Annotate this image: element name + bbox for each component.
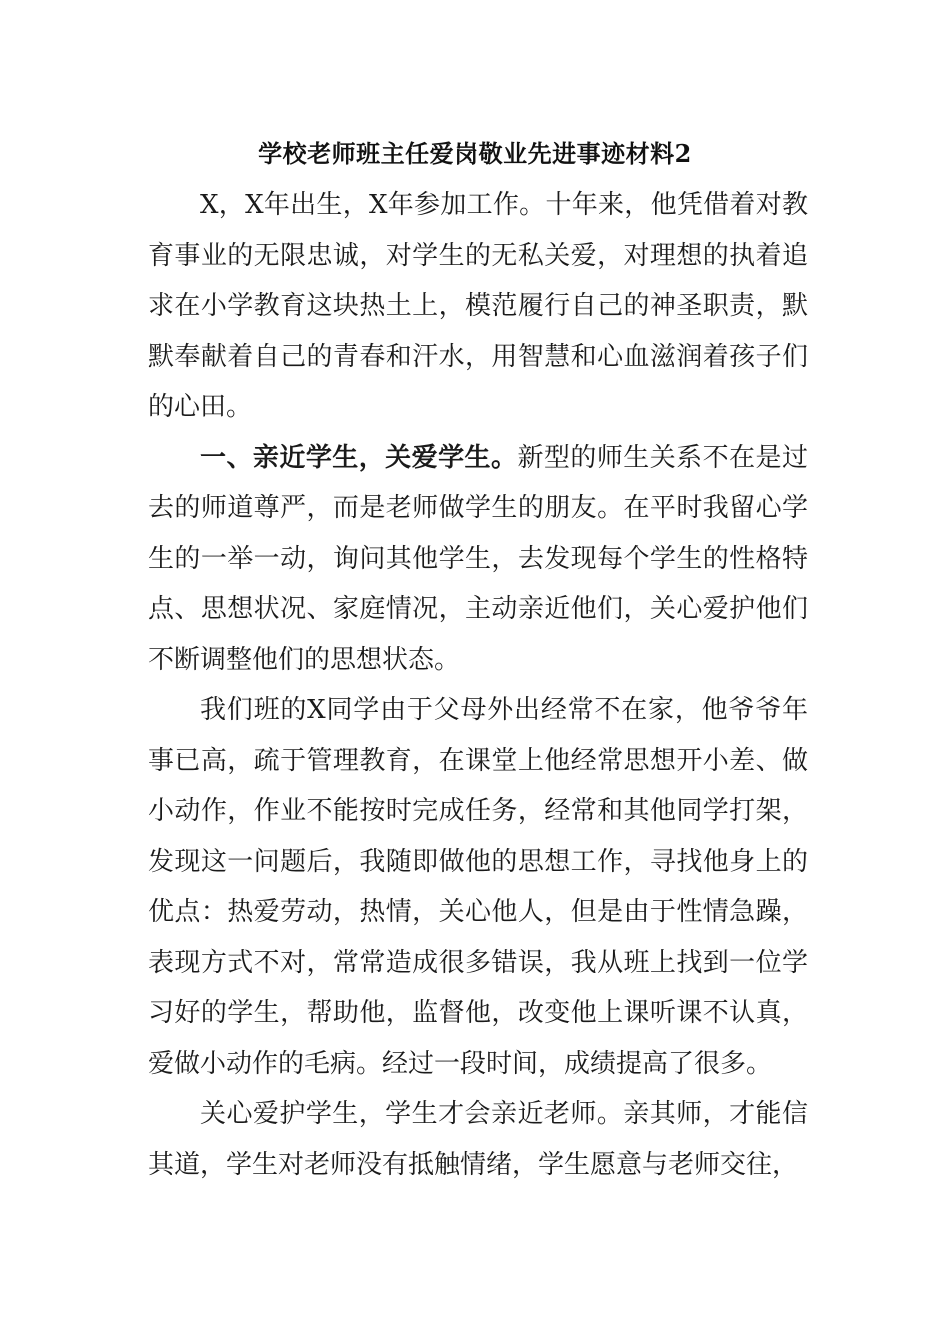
document-body	[148, 180, 808, 1190]
document-title: 学校老师班主任爱岗敬业先进事迹材料2	[258, 139, 692, 168]
section-heading: 一、亲近学生，关爱学生。	[200, 442, 518, 473]
paragraph-text: 关心爱护学生，学生才会亲近老师。亲其师，才能信其道，学生对老师没有抵触情绪，学生愿意与老师交往，	[148, 1099, 808, 1180]
paragraph-text: 新型的师生关系不在是过去的师道尊严，而是老师做学生的朋友。在平时我留心学生的一举一动，询问其他学生，去发现每个学生的性格特点、思想状况、家庭情况，主动亲近他们，关心爱护他们不断调整他们的思想状态。	[148, 442, 808, 675]
paragraph-text: 我们班的X同学由于父母外出经常不在家，他爷爷年事已高，疏于管理教育，在课堂上他经常思想开小差、做小动作，作业不能按时完成任务，经常和其他同学打架，发现这一问题后，我随即做他的思想工作，寻找他身上的优点：热爱劳动，热情，关心他人，但是由于性情急躁，表现方式不对，常常造成很多错误，我从班上找到一位学习好的学生，帮助他，监督他，改变他上课听课不认真，爱做小动作的毛病。经过一段时间，成绩提高了很多。	[148, 695, 808, 1079]
paragraph-section-one	[148, 433, 808, 686]
paragraph-example	[148, 685, 808, 1089]
paragraph-care	[148, 1089, 808, 1190]
paragraph-intro	[148, 180, 808, 433]
paragraph-text: X，X年出生，X年参加工作。十年来，他凭借着对教育事业的无限忠诚，对学生的无私关爱，对理想的执着追求在小学教育这块热土上，模范履行自己的神圣职责，默默奉献着自己的青春和汗水，用智慧和心血滋润着孩子们的心田。	[148, 190, 808, 422]
